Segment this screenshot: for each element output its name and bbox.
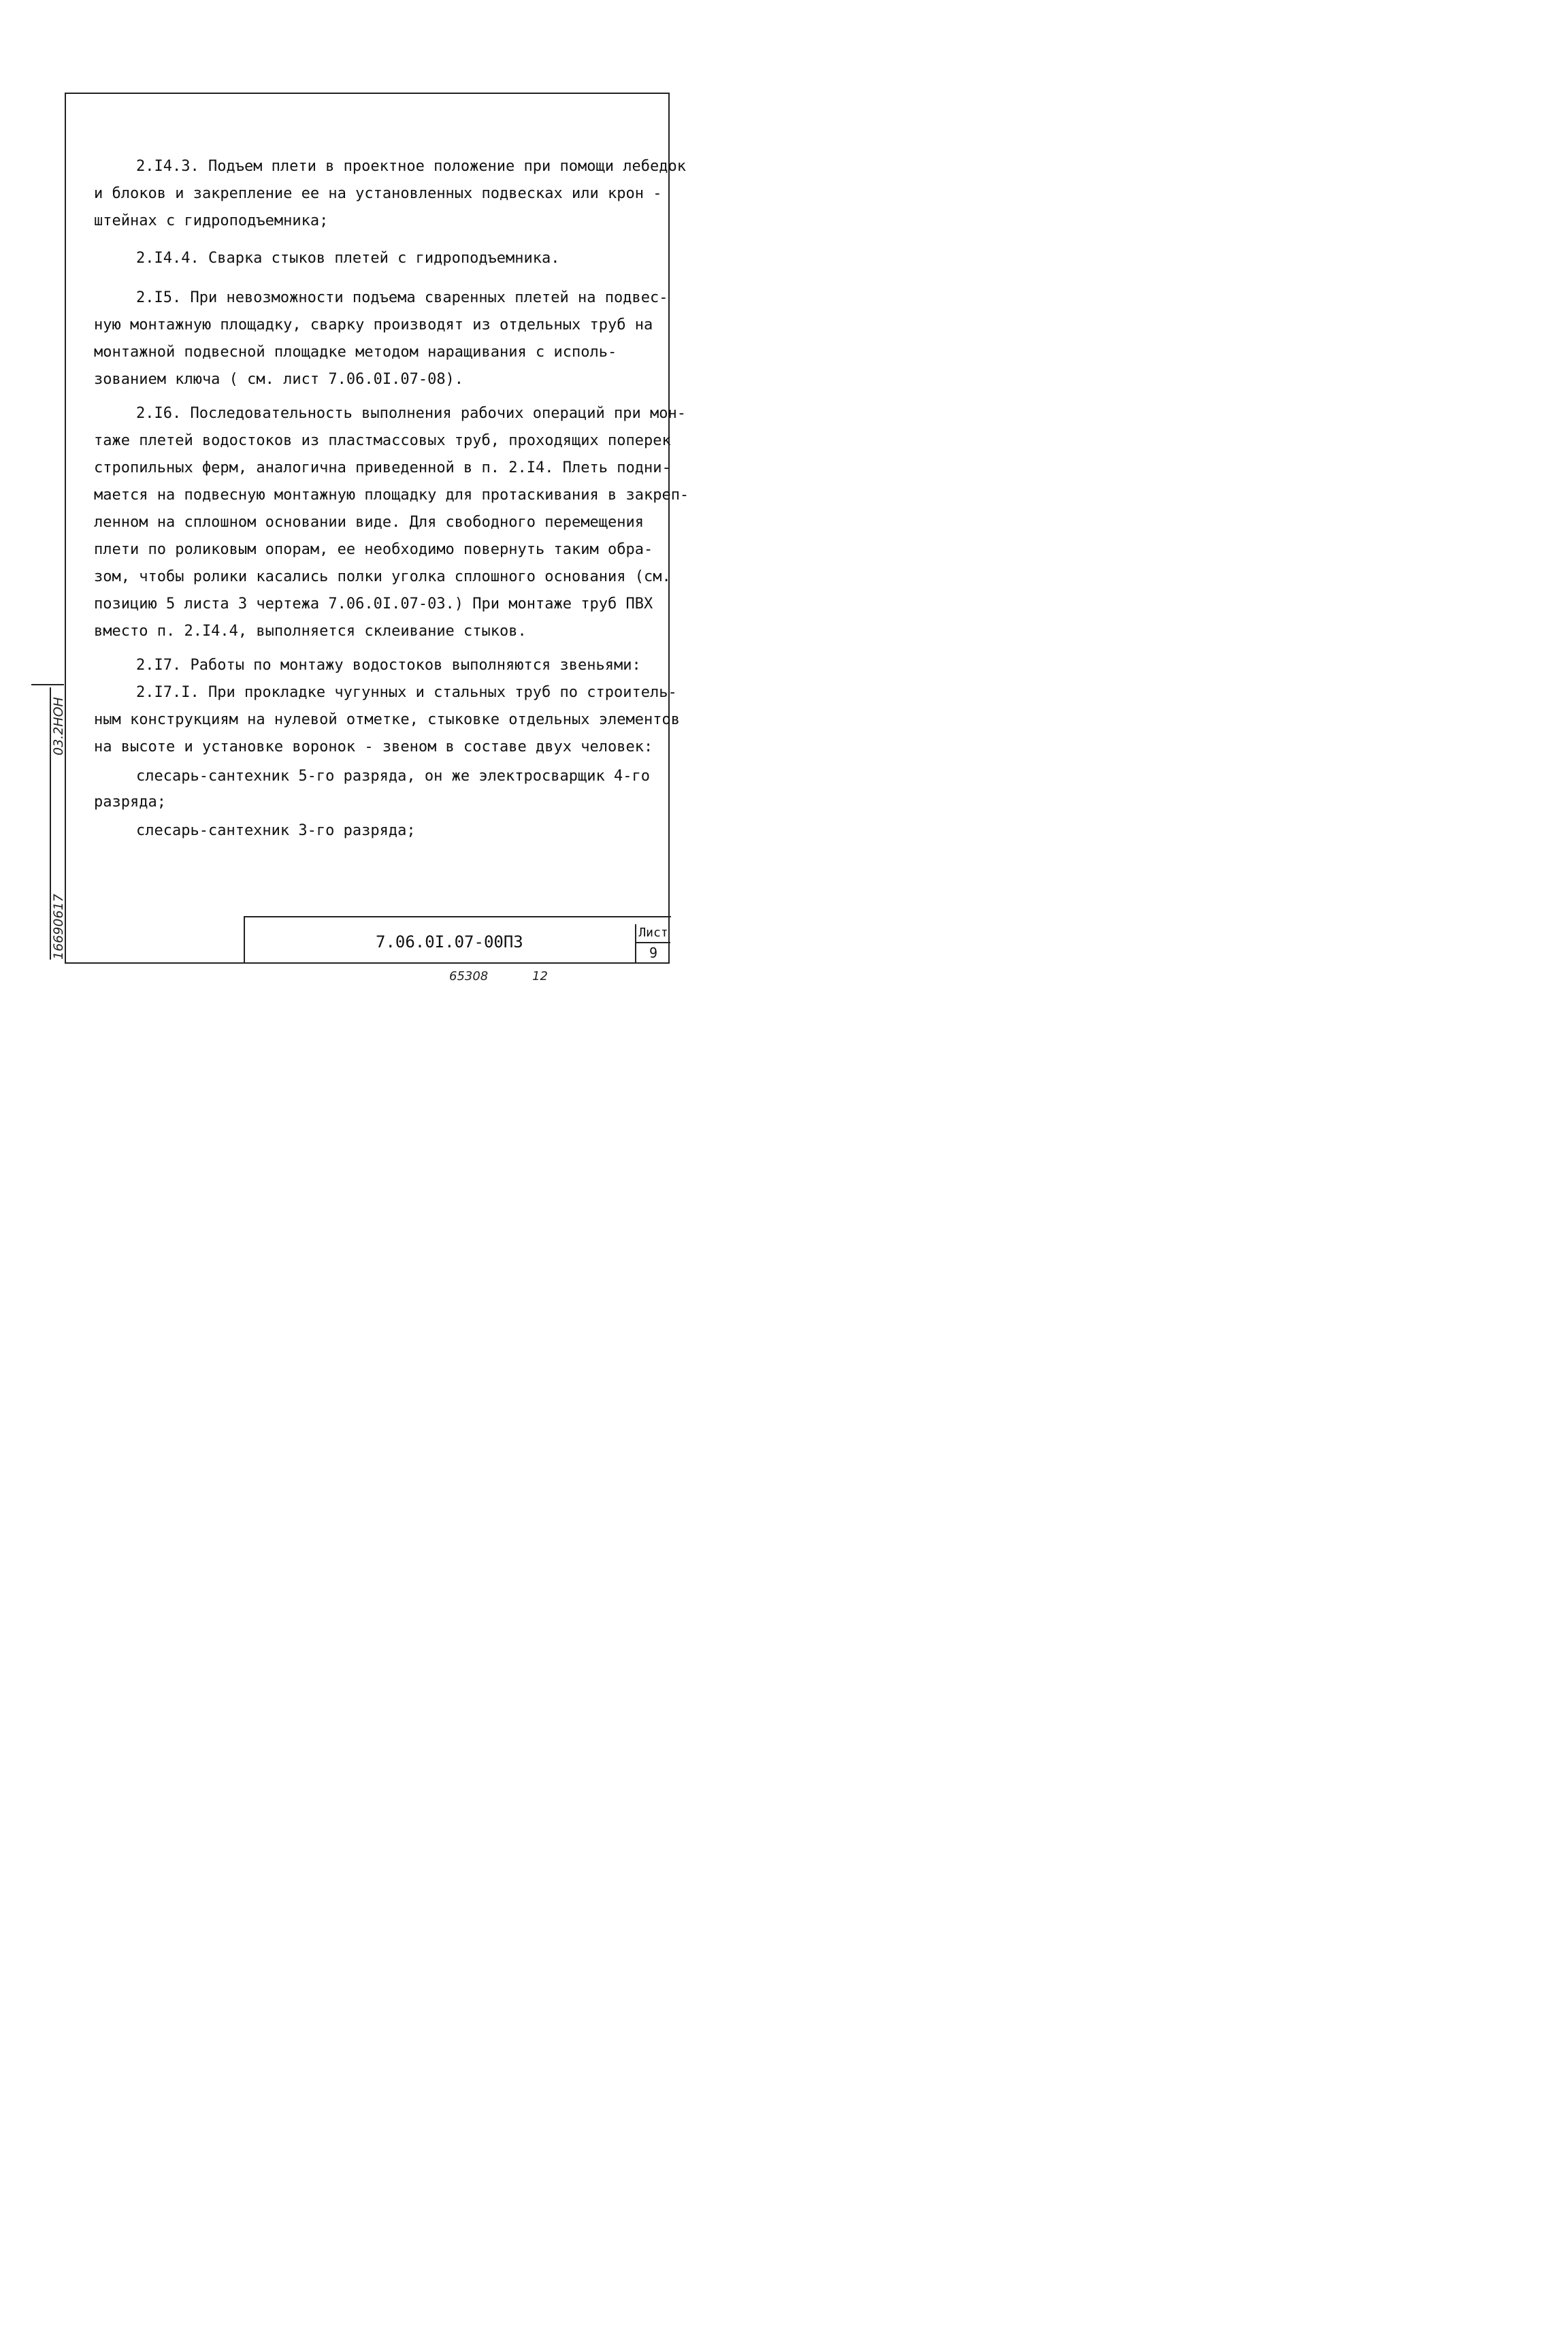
- text-line: штейнах с гидроподъемника;: [94, 212, 329, 229]
- footer-page: 12: [532, 969, 548, 983]
- text-line: 2.I5. При невозможности подъема сваренных плетей на подвес-: [136, 289, 668, 306]
- text-line: ную монтажную площадку, сварку производят из отдельных труб на: [94, 316, 653, 333]
- text-line: зом, чтобы ролики касались полки уголка сплошного основания (см.: [94, 568, 671, 585]
- text-line: ленном на сплошном основании виде. Для свободного перемещения: [94, 514, 644, 531]
- text-line: слесарь-сантехник 5-го разряда, он же электросварщик 4-го: [136, 768, 650, 785]
- document-code: 7.06.0I.07-00ПЗ: [376, 932, 523, 951]
- text-line: позицию 5 листа 3 чертежа 7.06.0I.07-03.) При монтаже труб ПВХ: [94, 596, 653, 613]
- text-line: плети по роликовым опорам, ее необходимо повернуть таким обра-: [94, 541, 653, 558]
- sheet-label: Лист: [636, 924, 670, 943]
- inv-number: 16690617: [51, 894, 66, 960]
- footer-number: 65308: [449, 969, 489, 983]
- text-line: ным конструкциям на нулевой отметке, стыковке отдельных элементов: [94, 711, 680, 728]
- sheet-number: 9: [649, 945, 658, 961]
- text-line: мается на подвесную монтажную площадку для протаскивания в закреп-: [94, 487, 689, 504]
- text-line: 2.I7. Работы по монтажу водостоков выполняются звеньями:: [136, 657, 641, 674]
- text-line: на высоте и установке воронок - звеном в составе двух человек:: [94, 738, 653, 755]
- text-line: таже плетей водостоков из пластмассовых труб, проходящих поперек: [94, 432, 671, 449]
- text-line: слесарь-сантехник 3-го разряда;: [136, 822, 416, 839]
- text-line: вместо п. 2.I4.4, выполняется склеивание стыков.: [94, 623, 527, 640]
- text-line: стропильных ферм, аналогична приведенной в п. 2.I4. Плеть подни-: [94, 459, 671, 476]
- text-line: 2.I4.3. Подъем плети в проектное положение при помощи лебедок: [136, 158, 686, 175]
- text-line: разряда;: [94, 794, 166, 811]
- text-line: 2.I4.4. Сварка стыков плетей с гидроподъемника.: [136, 250, 560, 267]
- text-line: зованием ключа ( см. лист 7.06.0I.07-08).: [94, 371, 464, 388]
- side-ref: 03.2НОН: [51, 697, 66, 755]
- text-line: 2.I6. Последовательность выполнения рабочих операций при мон-: [136, 405, 686, 422]
- text-line: и блоков и закрепление ее на установленных подвесках или крон -: [94, 185, 662, 202]
- text-line: монтажной подвесной площадке методом наращивания с исполь-: [94, 344, 617, 361]
- text-line: 2.I7.I. При прокладке чугунных и стальных труб по строитель-: [136, 684, 677, 701]
